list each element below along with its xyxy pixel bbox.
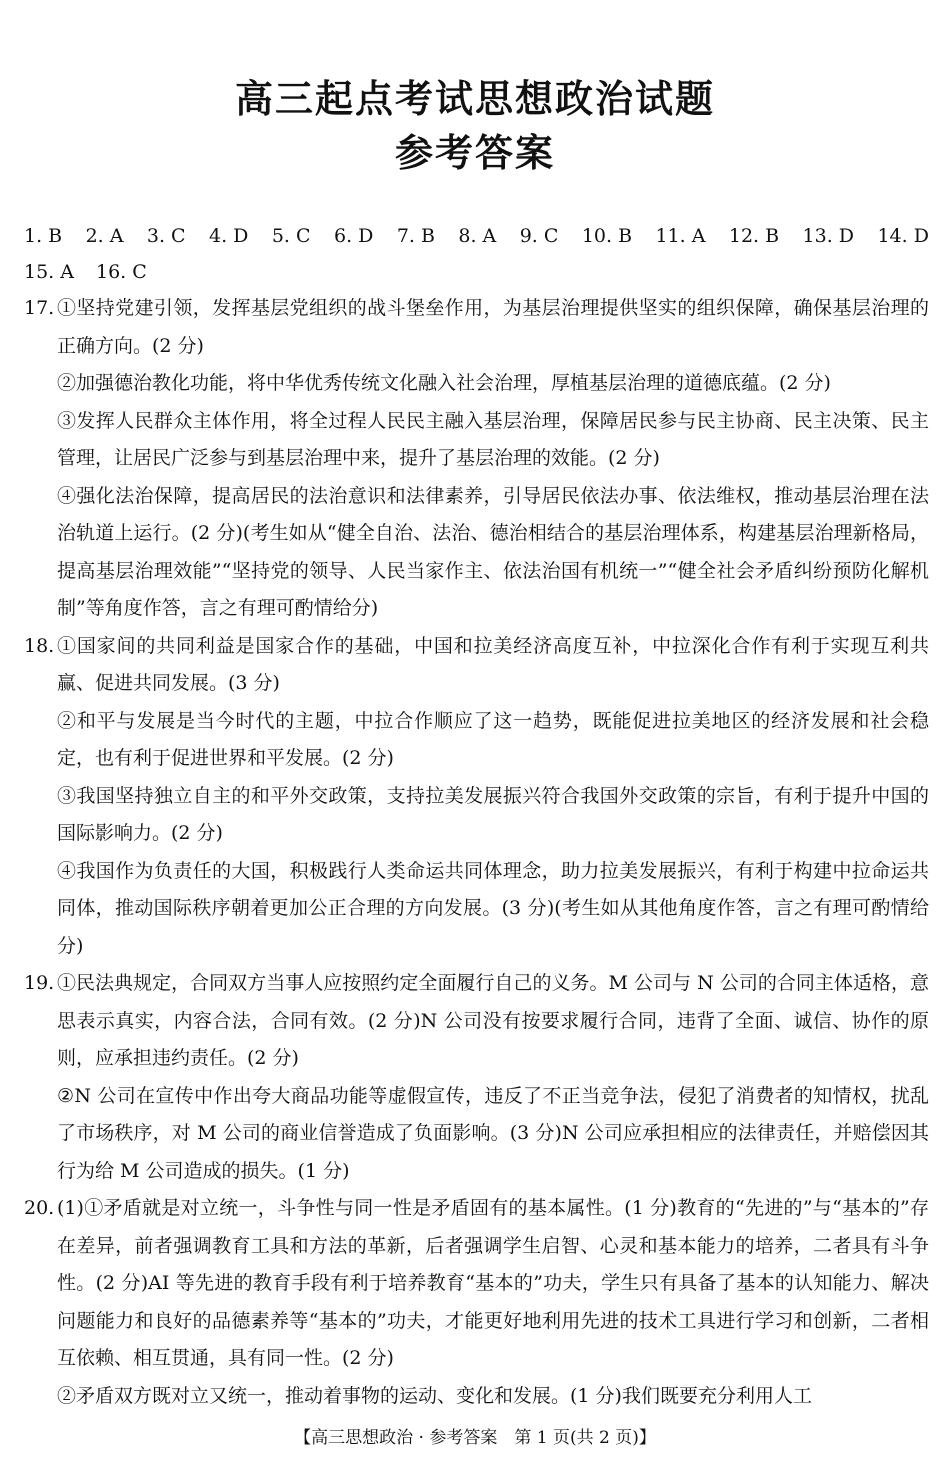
- multiple-choice-answers: [24, 218, 929, 290]
- mc-answer: 8. A: [458, 225, 497, 247]
- mc-row-2: [24, 254, 929, 290]
- page-title: 高三起点考试思想政治试题: [234, 77, 715, 121]
- mc-answer: 5. C: [271, 225, 311, 247]
- question-answer: [57, 965, 929, 1190]
- question-18: [24, 628, 929, 966]
- answer-point: ①民法典规定，合同双方当事人应按照约定全面履行自己的义务。M 公司与 N 公司的合同主体适格，意思表示真实，内容合法，合同有效。(2 分)N 公司没有按要求履行合同，违背了全面、诚信、协作的原则，应承担违约责任。(2 分): [57, 972, 929, 1069]
- answer-content: [24, 290, 929, 1415]
- mc-answer: 16. C: [95, 261, 147, 283]
- mc-answer: 10. B: [581, 225, 633, 247]
- answer-point: ③我国坚持独立自主的和平外交政策，支持拉美发展振兴符合我国外交政策的宗旨，有利于提升中国的国际影响力。(2 分): [57, 784, 929, 844]
- mc-answer: 2. A: [85, 225, 124, 247]
- answer-point: ③发挥人民群众主体作用，将全过程人民民主融入基层治理，保障居民参与民主协商、民主决策、民主管理，让居民广泛参与到基层治理中来，提升了基层治理的效能。(2 分): [57, 409, 929, 469]
- mc-answer: 9. C: [519, 225, 559, 247]
- question-20: [24, 1190, 929, 1415]
- page-footer: 【高三思想政治 · 参考答案 第 1 页(共 2 页)】: [294, 1428, 656, 1448]
- mc-answer: 7. B: [396, 225, 435, 247]
- mc-answer: 3. C: [146, 225, 186, 247]
- question-number: 18.: [24, 634, 55, 657]
- answer-point: ④强化法治保障，提高居民的法治意识和法律素养，引导居民依法办事、依法维权，推动基层治理在法治轨道上运行。(2 分)(考生如从“健全自治、法治、德治相结合的基层治理体系，构建基层治理新格局，提高基层治理效能”“坚持党的领导、人民当家作主、依法治国有机统一”“健全社会矛盾纠纷预防化解机制”等角度作答，言之有理可酌情给分): [57, 484, 929, 619]
- mc-answer: 1. B: [24, 225, 63, 247]
- question-answer: [57, 290, 929, 628]
- question-number: 19.: [24, 972, 55, 994]
- mc-answer: 4. D: [209, 225, 249, 247]
- answer-point: ①国家间的共同利益是国家合作的基础，中国和拉美经济高度互补，中拉深化合作有利于实现互利共赢、促进共同发展。(3 分): [57, 634, 929, 694]
- answer-point: (1)①矛盾就是对立统一，斗争性与同一性是矛盾固有的基本属性。(1 分)教育的“先进的”与“基本的”存在差异，前者强调教育工具和方法的革新，后者强调学生启智、心灵和基本能力的培养，二者具有斗争性。(2 分)AI 等先进的教育手段有利于培养教育“基本的”功夫，学生只有具备了基本的认知能力、解决问题能力和良好的品德素养等“基本的”功夫，才能更好地利用先进的技术工具进行学习和创新，二者相互依赖、相互贯通，具有同一性。(2 分): [57, 1197, 929, 1369]
- answer-point: ②和平与发展是当今时代的主题，中拉合作顺应了这一趋势，既能促进拉美地区的经济发展和社会稳定，也有利于促进世界和平发展。(2 分): [57, 709, 929, 769]
- page-subtitle: 参考答案: [394, 131, 555, 175]
- mc-answer: 6. D: [333, 225, 374, 247]
- mc-answer: 14. D: [877, 225, 929, 247]
- question-17: [24, 290, 929, 628]
- answer-point: ②矛盾双方既对立又统一，推动着事物的运动、变化和发展。(1 分)我们既要充分利用人工: [57, 1384, 812, 1407]
- mc-answer: 11. A: [655, 225, 706, 247]
- answer-point: ④我国作为负责任的大国，积极践行人类命运共同体理念，助力拉美发展振兴，有利于构建中拉命运共同体，推动国际秩序朝着更加公正合理的方向发展。(3 分)(考生如从其他角度作答，言之有理可酌情给分): [57, 859, 929, 957]
- question-19: [24, 965, 929, 1190]
- mc-answer: 12. B: [728, 225, 780, 247]
- mc-answer: 15. A: [24, 261, 74, 283]
- mc-answer: 13. D: [802, 225, 855, 247]
- mc-row-1: [24, 218, 929, 254]
- answer-point: ②N 公司在宣传中作出夸大商品功能等虚假宣传，违反了不正当竞争法，侵犯了消费者的知情权，扰乱了市场秩序，对 M 公司的商业信誉造成了负面影响。(3 分)N 公司应承担相应的法律责任，并赔偿因其行为给 M 公司造成的损失。(1 分): [57, 1084, 929, 1182]
- answer-point: ①坚持党建引领，发挥基层党组织的战斗堡垒作用，为基层治理提供坚实的组织保障，确保基层治理的正确方向。(2 分): [57, 297, 929, 357]
- answer-point: ②加强德治教化功能，将中华优秀传统文化融入社会治理，厚植基层治理的道德底蕴。(2 分): [57, 372, 831, 394]
- question-number: 17.: [24, 297, 55, 319]
- question-answer: [57, 1190, 929, 1415]
- question-answer: [57, 628, 929, 966]
- question-number: 20.: [24, 1197, 55, 1219]
